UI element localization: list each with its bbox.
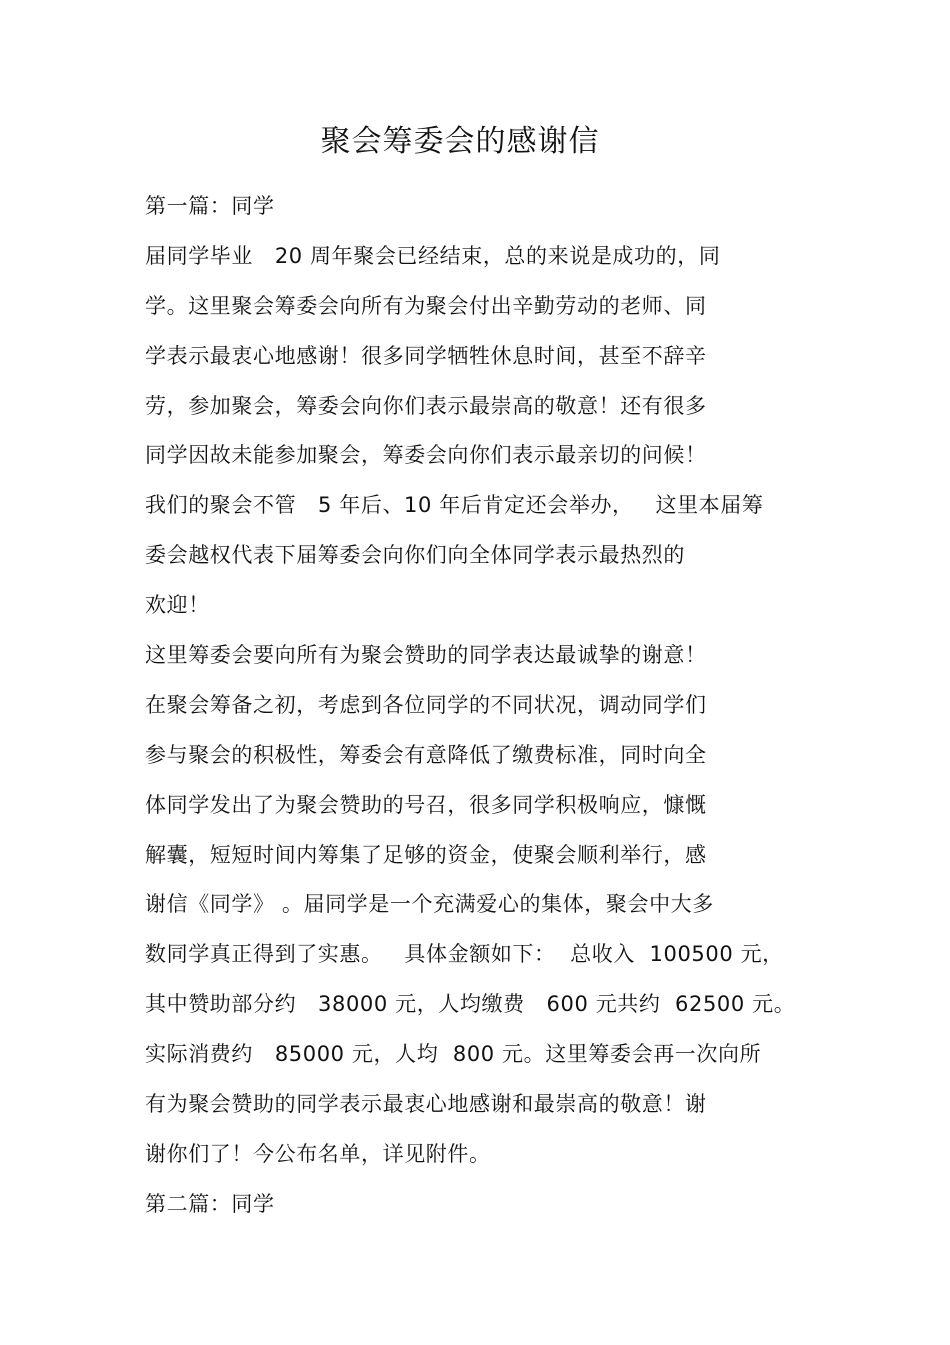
body-line: 届同学毕业 20 周年聚会已经结束，总的来说是成功的，同 bbox=[145, 243, 721, 268]
body-line: 学表示最衷心地感谢！很多同学牺牲休息时间，甚至不辞辛 bbox=[145, 343, 707, 368]
body-line: 其中赞助部分约 38000 元，人均缴费 600 元共约 62500 元。 bbox=[145, 992, 796, 1017]
body-line: 谢信《同学》 。届同学是一个充满爱心的集体，聚会中大多 bbox=[145, 892, 714, 917]
body-line: 委会越权代表下届筹委会向你们向全体同学表示最热烈的 bbox=[145, 543, 685, 568]
document-title: 聚会筹委会的感谢信 bbox=[320, 124, 600, 159]
body-line: 同学因故未能参加聚会，筹委会向你们表示最亲切的问候！ bbox=[145, 443, 707, 468]
body-line: 实际消费约 85000 元，人均 800 元。这里筹委会再一次向所 bbox=[145, 1042, 762, 1067]
document-body bbox=[145, 182, 935, 1230]
body-line: 体同学发出了为聚会赞助的号召，很多同学积极响应，慷慨 bbox=[145, 792, 707, 817]
body-line: 劳，参加聚会，筹委会向你们表示最崇高的敬意！还有很多 bbox=[145, 393, 707, 418]
body-line: 欢迎！ bbox=[145, 593, 210, 618]
body-line: 这里筹委会要向所有为聚会赞助的同学表达最诚挚的谢意！ bbox=[145, 643, 707, 668]
section-heading-2: 第二篇：同学 bbox=[145, 1191, 275, 1216]
body-line: 解囊，短短时间内筹集了足够的资金，使聚会顺利举行，感 bbox=[145, 842, 707, 867]
body-line: 谢你们了！今公布名单，详见附件。 bbox=[145, 1141, 491, 1166]
body-line: 参与聚会的积极性，筹委会有意降低了缴费标准，同时向全 bbox=[145, 742, 707, 767]
body-line: 在聚会筹备之初，考虑到各位同学的不同状况，调动同学们 bbox=[145, 692, 707, 717]
section-heading-1: 第一篇：同学 bbox=[145, 194, 275, 218]
body-line: 我们的聚会不管 5 年后、10 年后肯定还会举办， 这里本届筹 bbox=[145, 493, 764, 518]
body-line: 学。这里聚会筹委会向所有为聚会付出辛勤劳动的老师、同 bbox=[145, 293, 707, 318]
body-line: 有为聚会赞助的同学表示最衷心地感谢和最崇高的敬意！谢 bbox=[145, 1092, 707, 1117]
body-line: 数同学真正得到了实惠。 具体金额如下： 总收入 100500 元， bbox=[145, 942, 784, 967]
